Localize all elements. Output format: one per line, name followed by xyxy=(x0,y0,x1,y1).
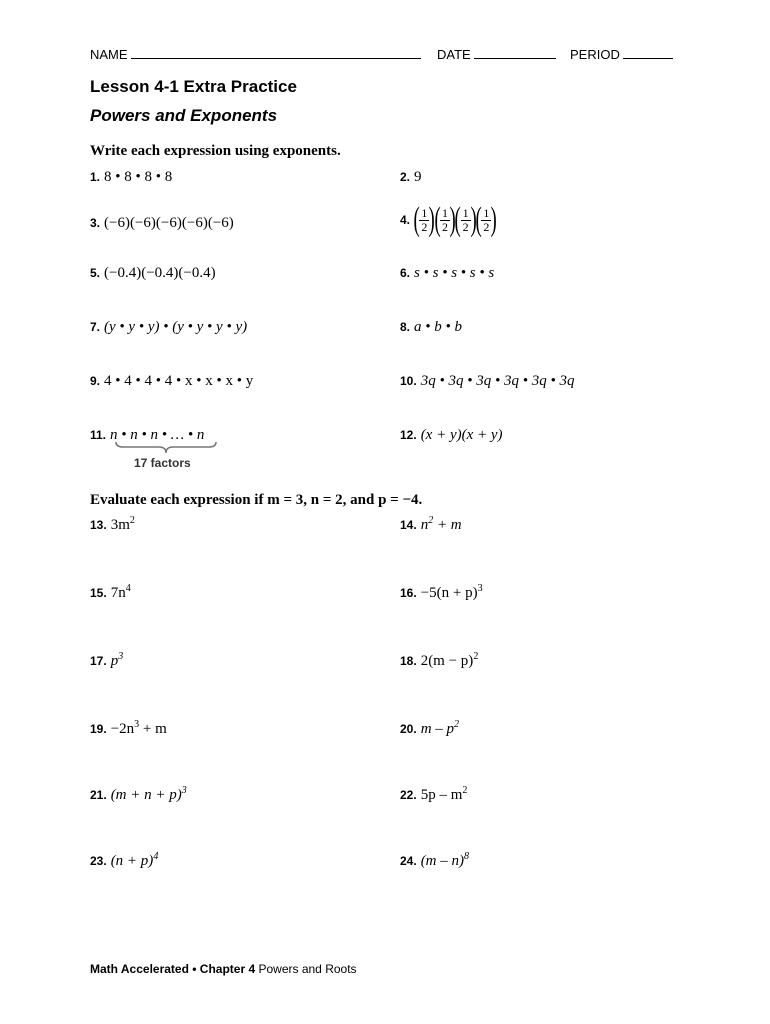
problem-expression: n • n • n • … • n xyxy=(110,427,205,443)
period-label: PERIOD xyxy=(570,47,620,62)
exponent: 4 xyxy=(125,583,131,594)
exponent: 3 xyxy=(477,583,483,594)
problem-number: 11. xyxy=(90,428,107,442)
problem-14 xyxy=(400,516,462,534)
expression-base: 2(m − p) xyxy=(420,653,474,669)
problem-22 xyxy=(400,786,467,804)
problem-number: 21. xyxy=(90,788,107,802)
problem-13 xyxy=(90,516,135,534)
problem-expression: s • s • s • s • s xyxy=(414,265,495,281)
problem-expression: 8 • 8 • 8 • 8 xyxy=(104,169,173,185)
exponent: 2 xyxy=(473,651,479,662)
lesson-subtitle: Powers and Exponents xyxy=(90,106,278,125)
problem-number: 24. xyxy=(400,854,417,868)
problem-number: 17. xyxy=(90,654,107,668)
problem-24 xyxy=(400,852,469,870)
problem-1 xyxy=(90,168,172,186)
problem-number: 8. xyxy=(400,320,411,334)
problem-3 xyxy=(90,214,234,232)
problem-number: 4. xyxy=(400,213,411,227)
problem-expression: 9 xyxy=(414,169,422,185)
problem-2 xyxy=(400,168,422,186)
expression-base: 3m xyxy=(110,517,130,533)
problem-expression: 3q • 3q • 3q • 3q • 3q • 3q xyxy=(420,373,575,389)
problem-number: 22. xyxy=(400,788,417,802)
problem-15 xyxy=(90,584,131,602)
problem-expression: (x + y)(x + y) xyxy=(420,427,503,443)
date-blank[interactable] xyxy=(474,46,556,59)
exponent: 2 xyxy=(129,515,135,526)
exponent: 2 xyxy=(462,785,468,796)
date-field[interactable] xyxy=(437,46,556,62)
expression-base: 5p – m xyxy=(420,787,463,803)
section1-instruction: Write each expression using exponents. xyxy=(90,143,341,159)
problem-19 xyxy=(90,720,167,738)
section2-instruction: Evaluate each expression if m = 3, n = 2, and p = −4. xyxy=(90,492,423,508)
problem-expression: (−0.4)(−0.4)(−0.4) xyxy=(104,265,216,281)
expression-base: 7n xyxy=(110,585,126,601)
exponent: 3 xyxy=(118,651,124,662)
footer-course: Math Accelerated • Chapter 4 xyxy=(90,962,256,976)
expression-base: −2n xyxy=(110,721,135,737)
problem-20 xyxy=(400,720,459,738)
exponent: 4 xyxy=(153,851,159,862)
problem-expression: 4 • 4 • 4 • 4 • x • x • x • y xyxy=(104,373,254,389)
problem-number: 1. xyxy=(90,170,101,184)
problem-number: 14. xyxy=(400,518,417,532)
expression-base: p xyxy=(110,653,119,669)
problem-number: 16. xyxy=(400,586,417,600)
problem-number: 9. xyxy=(90,374,101,388)
underbrace-icon xyxy=(115,441,217,455)
expression-base: −5(n + p) xyxy=(420,585,478,601)
lesson-title: Lesson 4-1 Extra Practice xyxy=(90,77,297,96)
problem-number: 13. xyxy=(90,518,107,532)
problem-number: 15. xyxy=(90,586,107,600)
problem-expression: (y • y • y) • (y • y • y • y) xyxy=(104,319,248,335)
expression-base: m – p xyxy=(420,721,455,737)
problem-8 xyxy=(400,318,462,336)
problem-12 xyxy=(400,426,503,444)
page-footer xyxy=(90,962,357,976)
problem-10 xyxy=(400,372,574,390)
problem-expression: (−6)(−6)(−6)(−6)(−6) xyxy=(104,215,234,231)
exponent: 3 xyxy=(181,785,187,796)
expression-base: n xyxy=(420,517,429,533)
problem-number: 23. xyxy=(90,854,107,868)
date-label: DATE xyxy=(437,47,471,62)
footer-chapter-title: Powers and Roots xyxy=(258,962,357,976)
exponent: 2 xyxy=(454,719,460,730)
expression-base: (n + p) xyxy=(110,853,154,869)
exponent: 2 xyxy=(428,515,434,526)
expression-base: (m + n + p) xyxy=(110,787,182,803)
problem-number: 20. xyxy=(400,722,417,736)
problem-number: 5. xyxy=(90,266,101,280)
name-blank[interactable] xyxy=(131,46,421,59)
period-field[interactable] xyxy=(570,46,673,62)
name-field[interactable] xyxy=(90,46,421,62)
problem-5 xyxy=(90,264,216,282)
problem-expression: a • b • b xyxy=(414,319,463,335)
period-blank[interactable] xyxy=(623,46,673,59)
expression-tail: + m xyxy=(433,517,462,533)
exponent: 8 xyxy=(464,851,470,862)
problem-4 xyxy=(400,203,497,237)
fraction-product: ( $\frac{1}{2}$ ) ( $\frac{1}{2}$ ) ( $\frac{1}{2}$ ) ( $\frac{1}{2}$ ) xyxy=(413,201,498,238)
problem-number: 10. xyxy=(400,374,417,388)
problem-18 xyxy=(400,652,478,670)
problem-21 xyxy=(90,786,187,804)
problem-number: 19. xyxy=(90,722,107,736)
fraction: $\frac{1}{2}$ xyxy=(462,205,469,234)
problem-23 xyxy=(90,852,158,870)
problem-number: 3. xyxy=(90,216,101,230)
problem-number: 12. xyxy=(400,428,417,442)
problem-number: 18. xyxy=(400,654,417,668)
exponent: 3 xyxy=(134,719,140,730)
fraction: $\frac{1}{2}$ xyxy=(442,205,448,234)
name-label: NAME xyxy=(90,47,128,62)
problem-7 xyxy=(90,318,247,336)
brace-label: 17 factors xyxy=(134,456,191,470)
fraction: $\frac{1}{2}$ xyxy=(421,205,428,234)
problem-6 xyxy=(400,264,494,282)
problem-number: 2. xyxy=(400,170,411,184)
problem-9 xyxy=(90,372,253,390)
problem-17 xyxy=(90,652,123,670)
problem-number: 7. xyxy=(90,320,101,334)
expression-tail: + m xyxy=(139,721,167,737)
problem-16 xyxy=(400,584,483,602)
problem-number: 6. xyxy=(400,266,411,280)
fraction: $\frac{1}{2}$ xyxy=(483,205,490,234)
expression-base: (m – n) xyxy=(420,853,465,869)
